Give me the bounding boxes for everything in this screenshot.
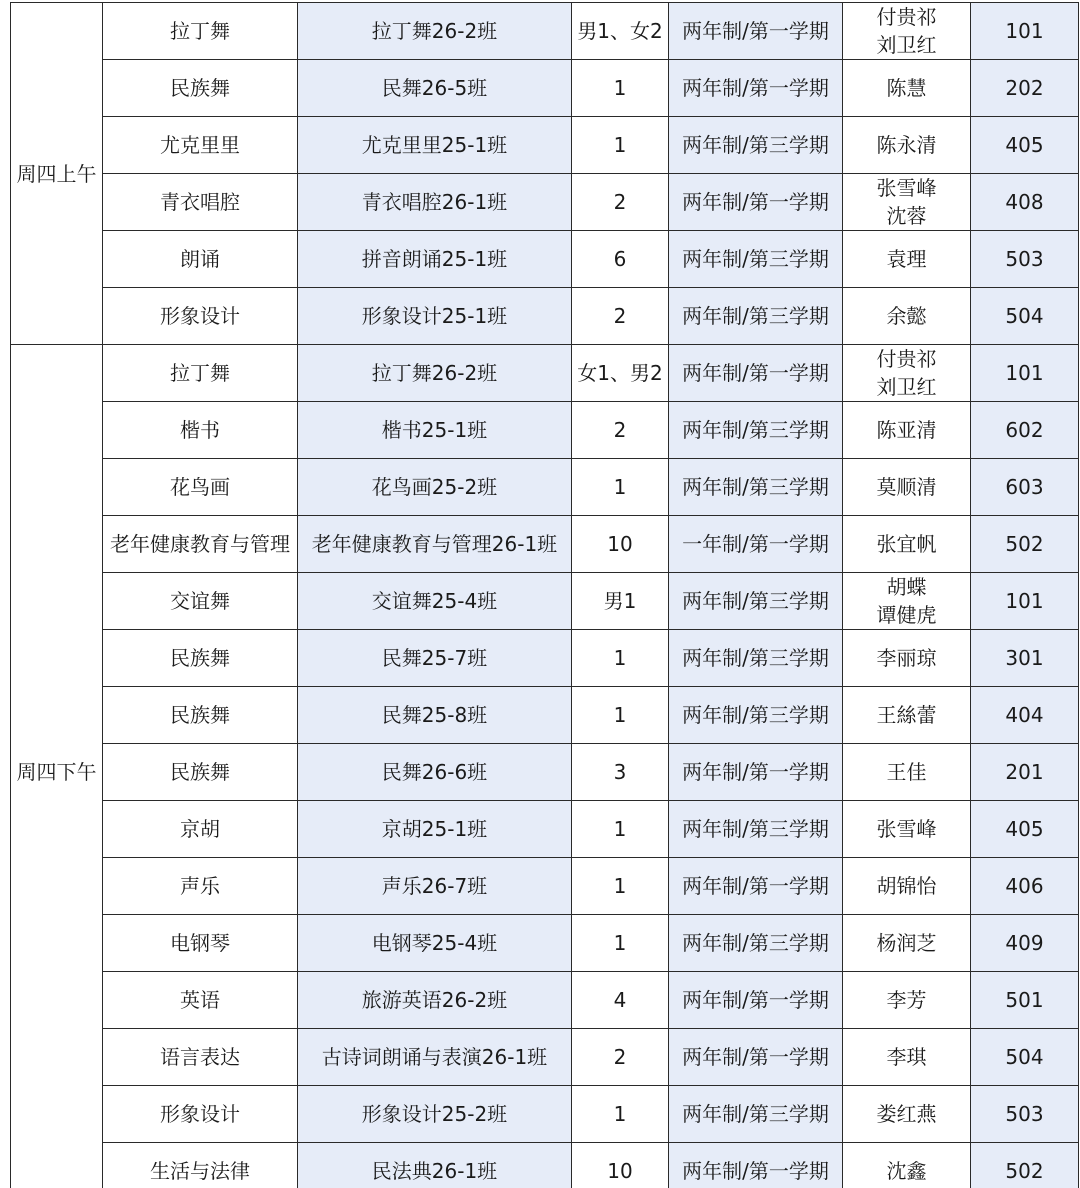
teacher-name: 张雪峰 bbox=[876, 176, 937, 200]
term-cell: 两年制/第三学期 bbox=[669, 630, 843, 687]
table-row bbox=[11, 117, 1079, 174]
quota-cell: 10 bbox=[572, 1143, 669, 1188]
teacher-cell bbox=[843, 687, 971, 744]
teacher-name: 张宜帆 bbox=[876, 532, 937, 556]
table-row bbox=[11, 174, 1079, 231]
class-name-cell: 形象设计25-1班 bbox=[298, 288, 572, 345]
session-cell: 周四上午 bbox=[11, 3, 103, 345]
teacher-name: 李丽琼 bbox=[876, 646, 937, 670]
teacher-cell bbox=[843, 972, 971, 1029]
term-cell: 两年制/第三学期 bbox=[669, 801, 843, 858]
class-name-cell: 民舞26-5班 bbox=[298, 60, 572, 117]
term-cell: 两年制/第一学期 bbox=[669, 744, 843, 801]
quota-cell: 4 bbox=[572, 972, 669, 1029]
class-name-cell: 民法典26-1班 bbox=[298, 1143, 572, 1188]
room-cell: 501 bbox=[971, 972, 1079, 1029]
teacher-cell bbox=[843, 915, 971, 972]
teacher-name: 杨润芝 bbox=[876, 931, 937, 955]
teacher-cell bbox=[843, 573, 971, 630]
class-name-cell: 花鸟画25-2班 bbox=[298, 459, 572, 516]
course-cell: 老年健康教育与管理 bbox=[103, 516, 298, 573]
term-cell: 两年制/第三学期 bbox=[669, 459, 843, 516]
room-cell: 409 bbox=[971, 915, 1079, 972]
class-name-cell: 交谊舞25-4班 bbox=[298, 573, 572, 630]
room-cell: 101 bbox=[971, 3, 1079, 60]
term-cell: 两年制/第三学期 bbox=[669, 687, 843, 744]
teacher-cell bbox=[843, 630, 971, 687]
course-cell: 英语 bbox=[103, 972, 298, 1029]
class-name-cell: 楷书25-1班 bbox=[298, 402, 572, 459]
room-cell: 404 bbox=[971, 687, 1079, 744]
table-row bbox=[11, 1143, 1079, 1188]
term-cell: 两年制/第三学期 bbox=[669, 231, 843, 288]
class-name-cell: 民舞25-7班 bbox=[298, 630, 572, 687]
course-cell: 拉丁舞 bbox=[103, 345, 298, 402]
term-cell: 两年制/第一学期 bbox=[669, 3, 843, 60]
class-name-cell: 老年健康教育与管理26-1班 bbox=[298, 516, 572, 573]
term-cell: 两年制/第一学期 bbox=[669, 858, 843, 915]
course-cell: 楷书 bbox=[103, 402, 298, 459]
term-cell: 两年制/第一学期 bbox=[669, 1143, 843, 1188]
room-cell: 101 bbox=[971, 573, 1079, 630]
course-cell: 生活与法律 bbox=[103, 1143, 298, 1188]
room-cell: 202 bbox=[971, 60, 1079, 117]
teacher-name: 陈慧 bbox=[886, 76, 927, 100]
room-cell: 502 bbox=[971, 516, 1079, 573]
term-cell: 两年制/第三学期 bbox=[669, 288, 843, 345]
quota-cell: 男1 bbox=[572, 573, 669, 630]
teacher-cell bbox=[843, 1086, 971, 1143]
course-cell: 民族舞 bbox=[103, 687, 298, 744]
course-cell: 尤克里里 bbox=[103, 117, 298, 174]
course-cell: 民族舞 bbox=[103, 744, 298, 801]
quota-cell: 10 bbox=[572, 516, 669, 573]
course-cell: 声乐 bbox=[103, 858, 298, 915]
term-cell: 两年制/第三学期 bbox=[669, 117, 843, 174]
room-cell: 502 bbox=[971, 1143, 1079, 1188]
course-cell: 花鸟画 bbox=[103, 459, 298, 516]
teacher-cell bbox=[843, 858, 971, 915]
teacher-cell bbox=[843, 459, 971, 516]
quota-cell: 1 bbox=[572, 687, 669, 744]
teacher-name: 谭健虎 bbox=[876, 603, 937, 627]
class-name-cell: 民舞25-8班 bbox=[298, 687, 572, 744]
table-row bbox=[11, 630, 1079, 687]
table-row bbox=[11, 345, 1079, 402]
quota-cell: 2 bbox=[572, 174, 669, 231]
teacher-name: 陈亚清 bbox=[876, 418, 937, 442]
teacher-cell bbox=[843, 174, 971, 231]
class-name-cell: 电钢琴25-4班 bbox=[298, 915, 572, 972]
class-name-cell: 拼音朗诵25-1班 bbox=[298, 231, 572, 288]
teacher-name: 胡蝶 bbox=[886, 575, 927, 599]
teacher-cell bbox=[843, 1143, 971, 1188]
quota-cell: 1 bbox=[572, 1086, 669, 1143]
teacher-cell bbox=[843, 231, 971, 288]
teacher-name: 娄红燕 bbox=[876, 1102, 937, 1126]
class-name-cell: 拉丁舞26-2班 bbox=[298, 3, 572, 60]
teacher-cell bbox=[843, 402, 971, 459]
room-cell: 201 bbox=[971, 744, 1079, 801]
teacher-cell bbox=[843, 516, 971, 573]
course-cell: 民族舞 bbox=[103, 60, 298, 117]
term-cell: 一年制/第一学期 bbox=[669, 516, 843, 573]
term-cell: 两年制/第一学期 bbox=[669, 174, 843, 231]
table-row bbox=[11, 744, 1079, 801]
teacher-cell bbox=[843, 801, 971, 858]
quota-cell: 1 bbox=[572, 459, 669, 516]
teacher-name: 沈蓉 bbox=[886, 204, 927, 228]
teacher-cell bbox=[843, 117, 971, 174]
teacher-name: 刘卫红 bbox=[876, 375, 937, 399]
table-row bbox=[11, 1029, 1079, 1086]
table-row bbox=[11, 573, 1079, 630]
class-name-cell: 旅游英语26-2班 bbox=[298, 972, 572, 1029]
class-schedule-table bbox=[10, 2, 1079, 1188]
course-cell: 形象设计 bbox=[103, 288, 298, 345]
course-cell: 青衣唱腔 bbox=[103, 174, 298, 231]
quota-cell: 1 bbox=[572, 915, 669, 972]
teacher-name: 王佳 bbox=[886, 760, 927, 784]
room-cell: 503 bbox=[971, 1086, 1079, 1143]
teacher-cell bbox=[843, 288, 971, 345]
course-cell: 朗诵 bbox=[103, 231, 298, 288]
quota-cell: 2 bbox=[572, 402, 669, 459]
course-cell: 拉丁舞 bbox=[103, 3, 298, 60]
teacher-name: 袁理 bbox=[886, 247, 927, 271]
teacher-cell bbox=[843, 744, 971, 801]
quota-cell: 6 bbox=[572, 231, 669, 288]
teacher-name: 余懿 bbox=[886, 304, 927, 328]
room-cell: 405 bbox=[971, 801, 1079, 858]
quota-cell: 2 bbox=[572, 1029, 669, 1086]
room-cell: 602 bbox=[971, 402, 1079, 459]
teacher-name: 陈永清 bbox=[876, 133, 937, 157]
room-cell: 504 bbox=[971, 1029, 1079, 1086]
class-name-cell: 青衣唱腔26-1班 bbox=[298, 174, 572, 231]
table-row bbox=[11, 288, 1079, 345]
quota-cell: 女1、男2 bbox=[572, 345, 669, 402]
teacher-cell bbox=[843, 3, 971, 60]
teacher-name: 沈鑫 bbox=[886, 1159, 927, 1183]
teacher-name: 李琪 bbox=[886, 1045, 927, 1069]
room-cell: 603 bbox=[971, 459, 1079, 516]
teacher-cell bbox=[843, 345, 971, 402]
teacher-name: 王絲蕾 bbox=[876, 703, 937, 727]
term-cell: 两年制/第一学期 bbox=[669, 1029, 843, 1086]
class-name-cell: 古诗词朗诵与表演26-1班 bbox=[298, 1029, 572, 1086]
teacher-name: 刘卫红 bbox=[876, 33, 937, 57]
teacher-name: 付贵祁 bbox=[876, 5, 937, 29]
session-cell: 周四下午 bbox=[11, 345, 103, 1188]
term-cell: 两年制/第一学期 bbox=[669, 60, 843, 117]
quota-cell: 1 bbox=[572, 117, 669, 174]
term-cell: 两年制/第三学期 bbox=[669, 402, 843, 459]
room-cell: 503 bbox=[971, 231, 1079, 288]
table-row bbox=[11, 459, 1079, 516]
term-cell: 两年制/第一学期 bbox=[669, 345, 843, 402]
course-cell: 语言表达 bbox=[103, 1029, 298, 1086]
room-cell: 408 bbox=[971, 174, 1079, 231]
table-row bbox=[11, 972, 1079, 1029]
table-row bbox=[11, 516, 1079, 573]
teacher-name: 张雪峰 bbox=[876, 817, 937, 841]
course-cell: 形象设计 bbox=[103, 1086, 298, 1143]
quota-cell: 2 bbox=[572, 288, 669, 345]
table-row bbox=[11, 3, 1079, 60]
class-name-cell: 拉丁舞26-2班 bbox=[298, 345, 572, 402]
class-name-cell: 京胡25-1班 bbox=[298, 801, 572, 858]
teacher-cell bbox=[843, 60, 971, 117]
term-cell: 两年制/第一学期 bbox=[669, 972, 843, 1029]
teacher-name: 莫顺清 bbox=[876, 475, 937, 499]
quota-cell: 男1、女2 bbox=[572, 3, 669, 60]
table-row bbox=[11, 687, 1079, 744]
teacher-name: 胡锦怡 bbox=[876, 874, 937, 898]
room-cell: 406 bbox=[971, 858, 1079, 915]
table-row bbox=[11, 915, 1079, 972]
table-row bbox=[11, 858, 1079, 915]
teacher-name: 李芳 bbox=[886, 988, 927, 1012]
room-cell: 101 bbox=[971, 345, 1079, 402]
quota-cell: 1 bbox=[572, 801, 669, 858]
class-name-cell: 声乐26-7班 bbox=[298, 858, 572, 915]
class-name-cell: 尤克里里25-1班 bbox=[298, 117, 572, 174]
quota-cell: 1 bbox=[572, 858, 669, 915]
table-row bbox=[11, 402, 1079, 459]
table-row bbox=[11, 1086, 1079, 1143]
table-row bbox=[11, 60, 1079, 117]
quota-cell: 3 bbox=[572, 744, 669, 801]
term-cell: 两年制/第三学期 bbox=[669, 915, 843, 972]
course-cell: 电钢琴 bbox=[103, 915, 298, 972]
term-cell: 两年制/第三学期 bbox=[669, 1086, 843, 1143]
table-row bbox=[11, 231, 1079, 288]
room-cell: 504 bbox=[971, 288, 1079, 345]
table-row bbox=[11, 801, 1079, 858]
course-cell: 京胡 bbox=[103, 801, 298, 858]
term-cell: 两年制/第三学期 bbox=[669, 573, 843, 630]
quota-cell: 1 bbox=[572, 60, 669, 117]
teacher-name: 付贵祁 bbox=[876, 347, 937, 371]
class-name-cell: 民舞26-6班 bbox=[298, 744, 572, 801]
course-cell: 民族舞 bbox=[103, 630, 298, 687]
room-cell: 405 bbox=[971, 117, 1079, 174]
teacher-cell bbox=[843, 1029, 971, 1086]
course-cell: 交谊舞 bbox=[103, 573, 298, 630]
class-name-cell: 形象设计25-2班 bbox=[298, 1086, 572, 1143]
quota-cell: 1 bbox=[572, 630, 669, 687]
room-cell: 301 bbox=[971, 630, 1079, 687]
